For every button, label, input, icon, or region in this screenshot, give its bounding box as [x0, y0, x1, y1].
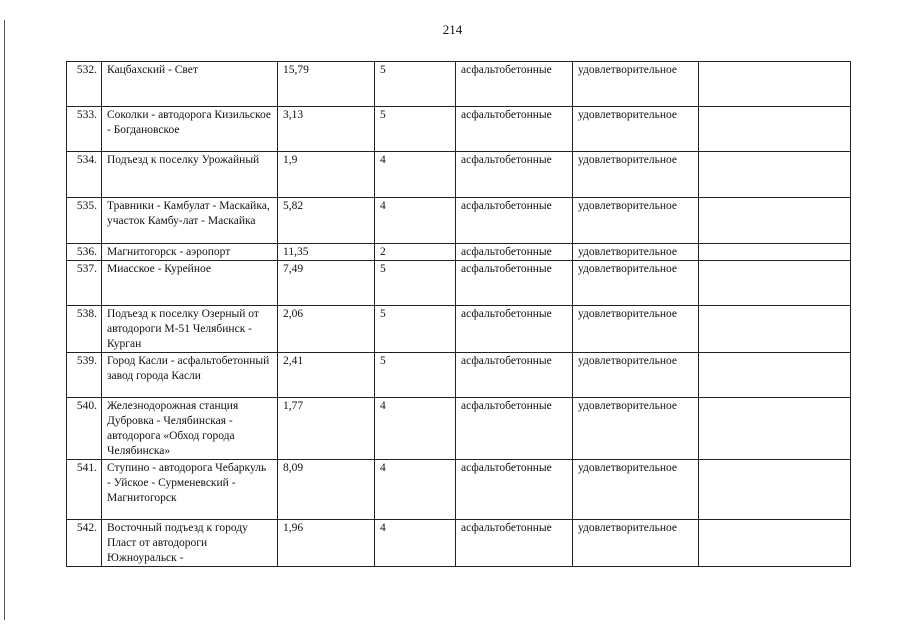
- table-row: [67, 62, 851, 107]
- row-number-cell: 539.: [67, 353, 102, 398]
- road-name-cell: Миасское - Курейное: [102, 261, 278, 306]
- row-number-cell: 533.: [67, 107, 102, 152]
- road-category-cell: 5: [375, 107, 456, 152]
- surface-type-cell: асфальтобетонные: [456, 244, 573, 261]
- table-row: [67, 520, 851, 567]
- surface-type-cell: асфальтобетонные: [456, 198, 573, 244]
- table-row: [67, 261, 851, 306]
- notes-cell: [699, 244, 851, 261]
- road-condition-cell: удовлетворительное: [573, 107, 699, 152]
- road-condition-cell: удовлетворительное: [573, 520, 699, 567]
- surface-type-cell: асфальтобетонные: [456, 353, 573, 398]
- road-condition-cell: удовлетворительное: [573, 398, 699, 460]
- road-length-cell: 1,96: [278, 520, 375, 567]
- road-condition-cell: удовлетворительное: [573, 306, 699, 353]
- road-name-cell: Магнитогорск - аэропорт: [102, 244, 278, 261]
- road-condition-cell: удовлетворительное: [573, 152, 699, 198]
- row-number-cell: 537.: [67, 261, 102, 306]
- table-row: [67, 107, 851, 152]
- row-number-cell: 541.: [67, 460, 102, 520]
- roads-table-body: [67, 62, 851, 567]
- table-row: [67, 198, 851, 244]
- surface-type-cell: асфальтобетонные: [456, 107, 573, 152]
- road-condition-cell: удовлетворительное: [573, 244, 699, 261]
- road-category-cell: 5: [375, 261, 456, 306]
- road-condition-cell: удовлетворительное: [573, 353, 699, 398]
- notes-cell: [699, 152, 851, 198]
- surface-type-cell: асфальтобетонные: [456, 460, 573, 520]
- table-row: [67, 398, 851, 460]
- row-number-cell: 532.: [67, 62, 102, 107]
- notes-cell: [699, 306, 851, 353]
- road-name-cell: Травники - Камбулат - Маскайка, участок Камбу-лат - Маскайка: [102, 198, 278, 244]
- road-name-cell: Железнодорожная станция Дубровка - Челябинская - автодорога «Обход города Челябинска»: [102, 398, 278, 460]
- road-name-cell: Подъезд к поселку Озерный от автодороги М-51 Челябинск - Курган: [102, 306, 278, 353]
- road-condition-cell: удовлетворительное: [573, 261, 699, 306]
- notes-cell: [699, 261, 851, 306]
- road-condition-cell: удовлетворительное: [573, 460, 699, 520]
- surface-type-cell: асфальтобетонные: [456, 306, 573, 353]
- road-length-cell: 5,82: [278, 198, 375, 244]
- road-category-cell: 5: [375, 306, 456, 353]
- road-name-cell: Город Касли - асфальтобетонный завод города Касли: [102, 353, 278, 398]
- road-category-cell: 5: [375, 353, 456, 398]
- road-length-cell: 1,9: [278, 152, 375, 198]
- road-category-cell: 4: [375, 398, 456, 460]
- road-name-cell: Кацбахский - Свет: [102, 62, 278, 107]
- road-condition-cell: удовлетворительное: [573, 198, 699, 244]
- table-row: [67, 244, 851, 261]
- road-condition-cell: удовлетворительное: [573, 62, 699, 107]
- notes-cell: [699, 460, 851, 520]
- road-length-cell: 3,13: [278, 107, 375, 152]
- surface-type-cell: асфальтобетонные: [456, 62, 573, 107]
- table-row: [67, 460, 851, 520]
- surface-type-cell: асфальтобетонные: [456, 261, 573, 306]
- road-name-cell: Восточный подъезд к городу Пласт от автодороги Южноуральск -: [102, 520, 278, 567]
- notes-cell: [699, 62, 851, 107]
- row-number-cell: 542.: [67, 520, 102, 567]
- road-length-cell: 15,79: [278, 62, 375, 107]
- road-length-cell: 11,35: [278, 244, 375, 261]
- table-row: [67, 353, 851, 398]
- road-name-cell: Подъезд к поселку Урожайный: [102, 152, 278, 198]
- notes-cell: [699, 198, 851, 244]
- road-category-cell: 2: [375, 244, 456, 261]
- page-number: 214: [442, 22, 463, 37]
- road-category-cell: 5: [375, 62, 456, 107]
- table-row: [67, 306, 851, 353]
- row-number-cell: 540.: [67, 398, 102, 460]
- road-length-cell: 2,41: [278, 353, 375, 398]
- road-length-cell: 8,09: [278, 460, 375, 520]
- row-number-cell: 534.: [67, 152, 102, 198]
- notes-cell: [699, 107, 851, 152]
- row-number-cell: 536.: [67, 244, 102, 261]
- notes-cell: [699, 353, 851, 398]
- roads-table: [66, 61, 851, 567]
- surface-type-cell: асфальтобетонные: [456, 398, 573, 460]
- road-name-cell: Соколки - автодорога Кизильское - Богдановское: [102, 107, 278, 152]
- table-row: [67, 152, 851, 198]
- road-length-cell: 1,77: [278, 398, 375, 460]
- road-category-cell: 4: [375, 460, 456, 520]
- notes-cell: [699, 398, 851, 460]
- notes-cell: [699, 520, 851, 567]
- row-number-cell: 535.: [67, 198, 102, 244]
- road-length-cell: 2,06: [278, 306, 375, 353]
- row-number-cell: 538.: [67, 306, 102, 353]
- road-name-cell: Ступино - автодорога Чебаркуль - Уйское - Сурменевский - Магнитогорск: [102, 460, 278, 520]
- road-category-cell: 4: [375, 198, 456, 244]
- road-category-cell: 4: [375, 520, 456, 567]
- surface-type-cell: асфальтобетонные: [456, 520, 573, 567]
- left-margin-rule: [4, 20, 5, 620]
- road-length-cell: 7,49: [278, 261, 375, 306]
- road-category-cell: 4: [375, 152, 456, 198]
- surface-type-cell: асфальтобетонные: [456, 152, 573, 198]
